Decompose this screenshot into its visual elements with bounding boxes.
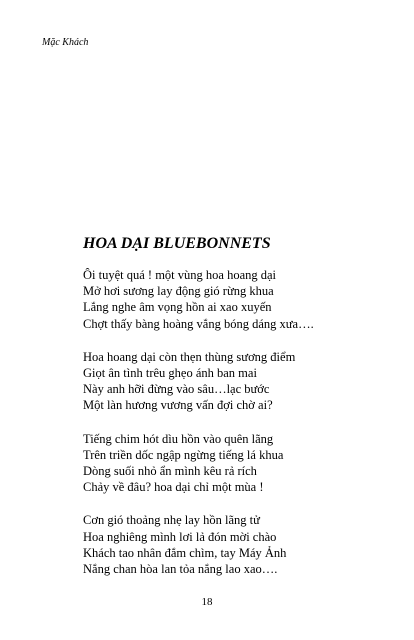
poem-line: Giọt ân tình trêu ghẹo ánh ban mai <box>83 366 257 381</box>
poem-line: Mở hơi sương lay động gió rừng khua <box>83 284 274 299</box>
stanza-1 <box>83 267 383 332</box>
stanza-3 <box>83 431 383 496</box>
poem-line: Nắng chan hòa lan tỏa nắng lao xao…. <box>83 562 278 577</box>
running-header-author: Mặc Khách <box>42 37 89 48</box>
poem-line: Này anh hỡi đừng vào sâu…lạc bước <box>83 382 270 397</box>
poem-line: Trên triền dốc ngập ngừng tiếng lá khua <box>83 447 284 462</box>
poem-line: Tiếng chim hót dìu hồn vào quên lãng <box>83 431 274 446</box>
poem-line: Khách tao nhân đắm chìm, tay Máy Ảnh <box>83 545 287 560</box>
page-number: 18 <box>201 596 213 608</box>
poem-line: Chảy về đâu? hoa dại chỉ một mùa ! <box>83 480 264 495</box>
stanza-4 <box>83 512 383 577</box>
poem-line: Lắng nghe âm vọng hồn ai xao xuyến <box>83 300 272 315</box>
poem-line: Cơn gió thoảng nhẹ lay hồn lãng tử <box>83 513 260 528</box>
stanza-2 <box>83 349 383 414</box>
poem-title: HOA DẠI BLUEBONNETS <box>83 235 271 252</box>
poem-line: Dòng suối nhỏ ẩn mình kêu rả rích <box>83 464 257 479</box>
poem-line: Ôi tuyệt quá ! một vùng hoa hoang dại <box>83 268 277 282</box>
poem-line: Một làn hương vương vấn đợi chờ ai? <box>83 398 273 413</box>
poem-line: Hoa nghiêng mình lơi lả đón mời chào <box>83 529 277 544</box>
poem-line: Hoa hoang dại còn thẹn thùng sương điểm <box>83 349 296 364</box>
poem-body <box>83 267 383 594</box>
poem-line: Chợt thấy bàng hoàng vắng bóng dáng xưa…. <box>83 316 314 331</box>
